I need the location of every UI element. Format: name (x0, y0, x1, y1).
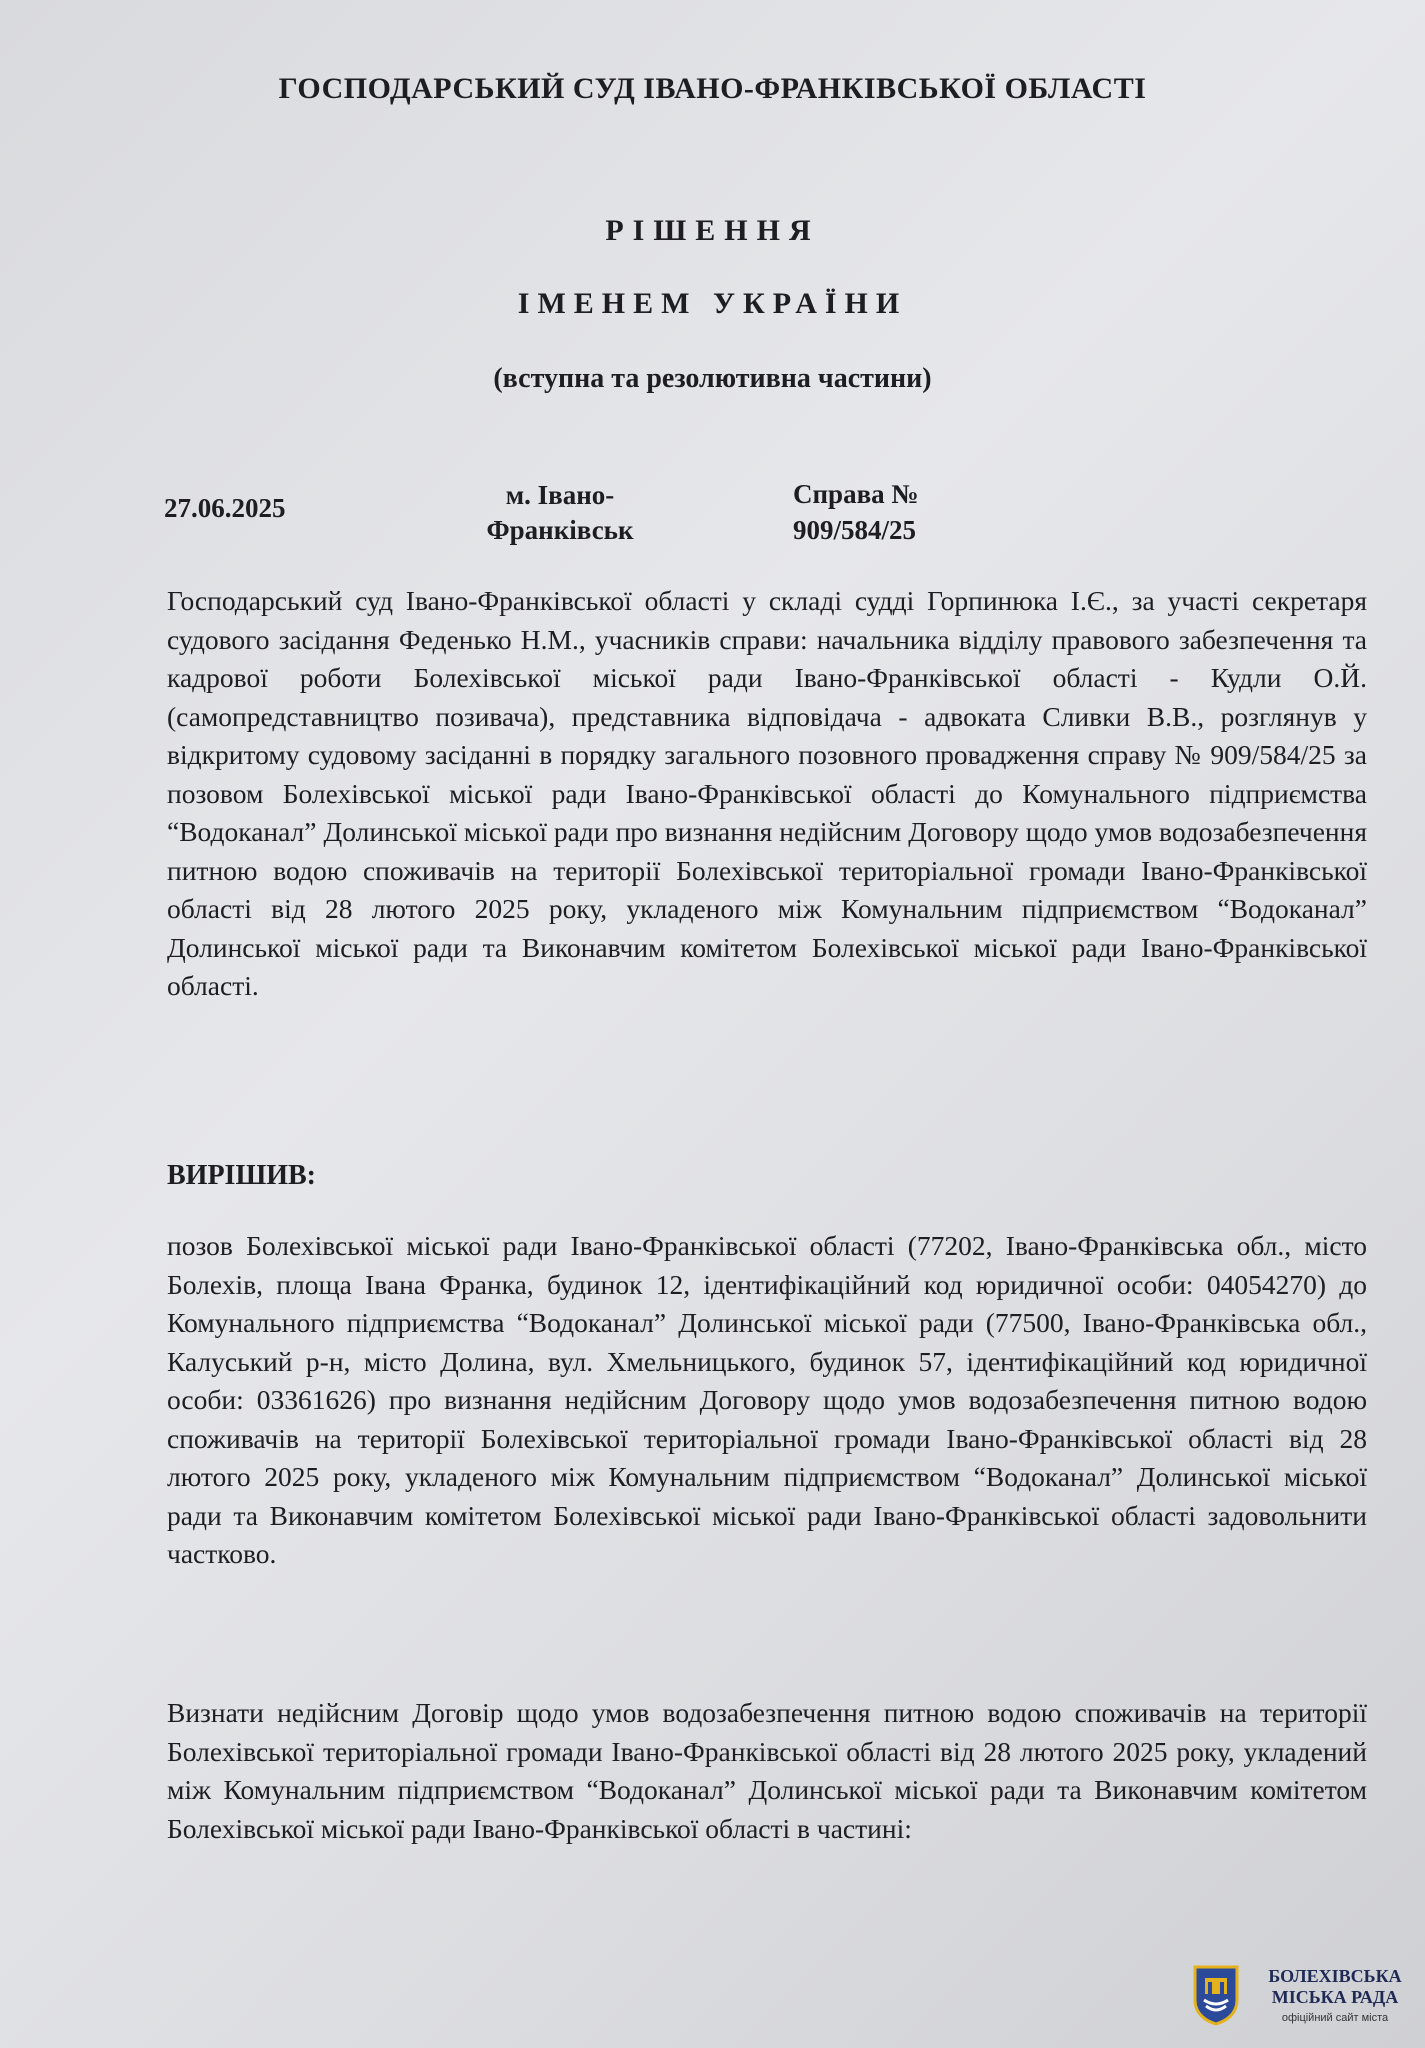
watermark-line-1: БОЛЕХІВСЬКА (1268, 1966, 1402, 1986)
city-line-1: м. Івано- (505, 480, 615, 510)
decision-date: 27.06.2025 (164, 493, 286, 523)
watermark-subtitle: офіційний сайт міста (1281, 2012, 1389, 2024)
city-council-watermark (1192, 1962, 1417, 2034)
parts-note: (вступна та резолютивна частини) (493, 363, 932, 394)
decision-subtitle: ІМЕНЕМ УКРАЇНИ (517, 287, 908, 320)
decision-city (470, 478, 650, 548)
city-coat-of-arms-icon (1192, 1964, 1240, 2026)
decision-title: РІШЕННЯ (605, 214, 820, 247)
resolved-heading: ВИРІШИВ: (167, 1160, 316, 1191)
case-label: Справа № (793, 479, 919, 509)
case-number (793, 476, 973, 548)
case-value: 909/584/25 (793, 515, 917, 545)
city-line-2: Франківськ (486, 515, 634, 545)
watermark-line-2: МІСЬКА РАДА (1271, 1987, 1399, 2007)
resolution-paragraph-1: позов Болехівської міської ради Івано-Франківської області (77202, Івано-Франківська обл., місто Болехів, площа Івана Франка, будинок 12, ідентифікаційний код юридичної особи: 04054270) до Комунального підприємства “Водоканал” Долинської міської ради (77500, Івано-Франківська обл., Калуський р-н, місто Долина, вул. Хмельницького, будинок 57, ідентифікаційний код юридичної особи: 03361626) про визнання недійсним Договору щодо умов водозабезпечення питною водою споживачів на території Болехівської територіальної громади Івано-Франківської області від 28 лютого 2025 року, укладеного між Комунальним підприємством “Водоканал” Долинської міської ради та Виконавчим комітетом Болехівської міської ради Івано-Франківської області задовольнити частково. (167, 1230, 1367, 1569)
resolution-paragraph-2: Визнати недійсним Договір щодо умов водозабезпечення питною водою споживачів на території Болехівської територіальної громади Івано-Франківської області від 28 лютого 2025 року, укладений між Комунальним підприємством “Водоканал” Долинської міської ради та Виконавчим комітетом Болехівської міської ради Івано-Франківської області в частині: (167, 1697, 1367, 1844)
intro-paragraph: Господарський суд Івано-Франківської області у складі судді Горпинюка І.Є., за участі секретаря судового засідання Феденько Н.М., учасників справи: начальника відділу правового забезпечення та кадрової роботи Болехівської міської ради Івано-Франківської області - Кудли О.Й. (самопредставництво позивача), представника відповідача - адвоката Сливки В.В., розглянув у відкритому судовому засіданні в порядку загального позовного провадження справу № 909/584/25 за позовом Болехівської міської ради Івано-Франківської області до Комунального підприємства “Водоканал” Долинської міської ради про визнання недійсним Договору щодо умов водозабезпечення питною водою споживачів на території Болехівської територіальної громади Івано-Франківської області від 28 лютого 2025 року, укладеного між Комунальним підприємством “Водоканал” Долинської міської ради та Виконавчим комітетом Болехівської міської ради Івано-Франківської області. (167, 585, 1367, 1001)
watermark-title (1250, 1966, 1420, 2008)
court-name-heading: ГОСПОДАРСЬКИЙ СУД ІВАНО-ФРАНКІВСЬКОЇ ОБЛАСТІ (278, 72, 1147, 105)
